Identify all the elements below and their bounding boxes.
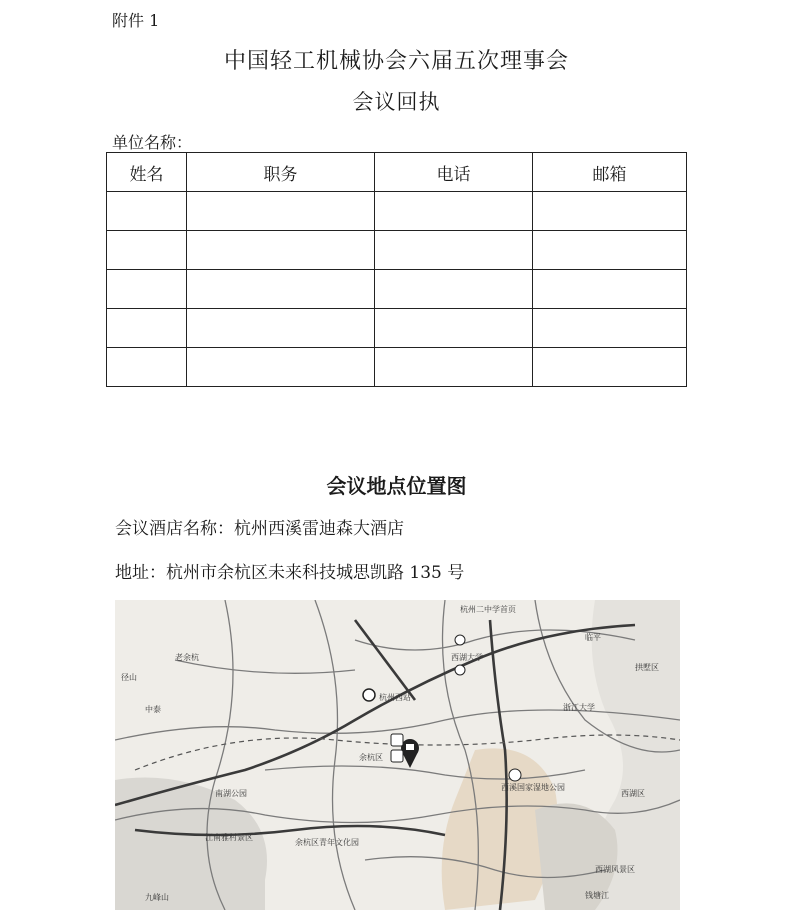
- table-cell[interactable]: [107, 192, 187, 231]
- table-row: [107, 192, 687, 231]
- table-cell[interactable]: [533, 348, 687, 387]
- poi-icon: [455, 665, 465, 675]
- table-cell[interactable]: [375, 348, 533, 387]
- station-icon: [391, 734, 403, 746]
- header-position: 职务: [187, 153, 375, 192]
- document-title: 中国轻工机械协会六届五次理事会: [223, 49, 569, 74]
- attachment-label: 附件 1: [112, 11, 160, 30]
- table-cell[interactable]: [533, 309, 687, 348]
- table-cell[interactable]: [533, 270, 687, 309]
- table-cell[interactable]: [187, 270, 375, 309]
- map-label: 西湖风景区: [595, 865, 635, 874]
- hotel-name-line: 会议酒店名称：杭州西溪雷迪森大酒店: [115, 519, 404, 539]
- table-cell[interactable]: [187, 231, 375, 270]
- table-cell[interactable]: [375, 192, 533, 231]
- header-email: 邮箱: [533, 153, 687, 192]
- map-label: 杭州二中学首页: [460, 605, 516, 614]
- map-label: 西溪国家湿地公园: [501, 783, 565, 792]
- table-cell[interactable]: [375, 309, 533, 348]
- table-cell[interactable]: [375, 231, 533, 270]
- unit-name-label: 单位名称：: [112, 133, 193, 152]
- table-cell[interactable]: [187, 192, 375, 231]
- map-label: 九峰山: [145, 893, 169, 902]
- map-label: 余杭区青年文化园: [295, 838, 359, 847]
- table-header-row: [107, 153, 687, 192]
- museum-icon: [509, 769, 521, 781]
- map-label: 西湖大学: [451, 653, 483, 662]
- table-row: [107, 309, 687, 348]
- map-label: 杭州西站: [379, 693, 411, 702]
- header-name: 姓名: [107, 153, 187, 192]
- poi-icon: [455, 635, 465, 645]
- map-label: 老余杭: [175, 653, 199, 662]
- table-cell[interactable]: [375, 270, 533, 309]
- table-cell[interactable]: [533, 231, 687, 270]
- station-icon: [391, 750, 403, 762]
- document-subtitle: 会议回执: [352, 90, 441, 114]
- table-cell[interactable]: [107, 309, 187, 348]
- map-label: 临平: [585, 633, 601, 642]
- map-label: 拱墅区: [635, 663, 659, 672]
- table-cell[interactable]: [107, 270, 187, 309]
- map-label: 浙江大学: [563, 703, 595, 712]
- table-cell[interactable]: [533, 192, 687, 231]
- location-map[interactable]: [115, 600, 680, 910]
- station-icon: [363, 689, 375, 701]
- table-row: [107, 270, 687, 309]
- location-title: 会议地点位置图: [326, 474, 467, 498]
- address-line: 地址：杭州市余杭区未来科技城思凯路 135 号: [115, 563, 465, 583]
- map-label: 钱塘江: [585, 891, 609, 900]
- map-label: 径山: [121, 673, 137, 682]
- map-label: 余杭区: [359, 753, 383, 762]
- map-label: 南湖公园: [215, 789, 247, 798]
- table-cell[interactable]: [107, 348, 187, 387]
- map-label: 江南雅村景区: [205, 833, 253, 842]
- table-row: [107, 231, 687, 270]
- table-cell[interactable]: [187, 309, 375, 348]
- map-label: 中泰: [145, 705, 161, 714]
- table-cell[interactable]: [107, 231, 187, 270]
- header-phone: 电话: [375, 153, 533, 192]
- table-cell[interactable]: [187, 348, 375, 387]
- map-label: 西湖区: [621, 789, 645, 798]
- reply-table: [106, 152, 687, 387]
- map-graphic: [115, 600, 680, 910]
- table-row: [107, 348, 687, 387]
